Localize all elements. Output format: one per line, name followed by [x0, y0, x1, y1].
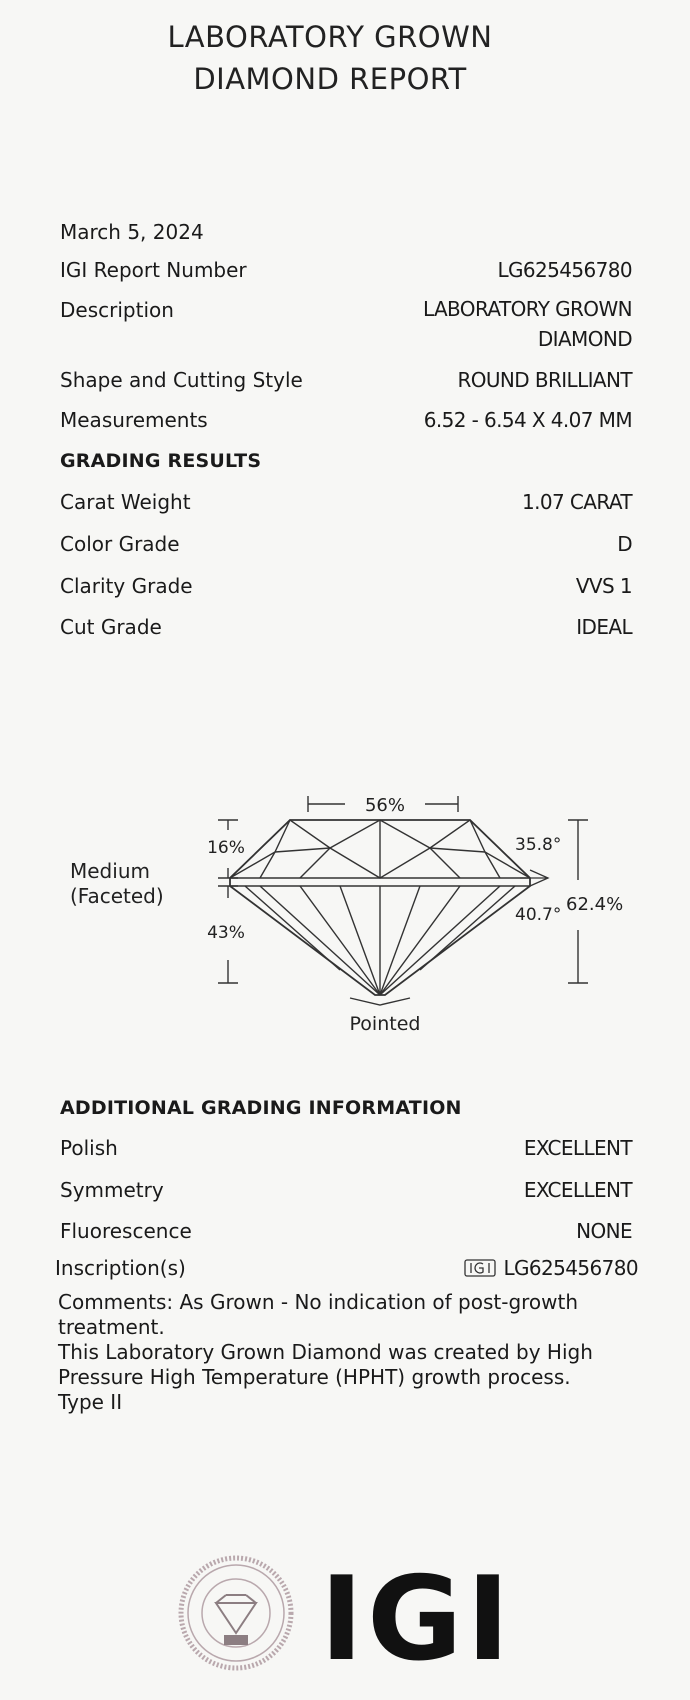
culet-marker: [350, 998, 410, 1005]
fluorescence-label: Fluorescence: [60, 1219, 192, 1243]
growth-process-text: This Laboratory Grown Diamond was created by High Pressure High Temperature (HPHT) growth process.: [58, 1340, 593, 1389]
comments-text: Comments: As Grown - No indication of post-growth treatment.: [58, 1290, 579, 1339]
fluorescence-value: NONE: [576, 1219, 632, 1243]
crown-height-percent: 16%: [207, 838, 245, 858]
color-label: Color Grade: [60, 532, 180, 556]
girdle-label-line1: Medium: [70, 859, 150, 883]
description-value-line1: LABORATORY GROWN: [422, 297, 632, 321]
inscription-label: Inscription(s): [55, 1256, 186, 1280]
pavilion-depth-percent: 43%: [207, 923, 245, 943]
polish-value: EXCELLENT: [523, 1136, 632, 1160]
girdle-label-line2: (Faceted): [70, 884, 164, 908]
measurements-label: Measurements: [60, 408, 208, 432]
description-value-line2: DIAMOND: [537, 327, 632, 351]
clarity-value: VVS 1: [575, 574, 632, 598]
report-date: March 5, 2024: [60, 220, 204, 244]
shape-label: Shape and Cutting Style: [60, 368, 303, 392]
additional-grading-heading: ADDITIONAL GRADING INFORMATION: [60, 1097, 462, 1119]
symmetry-label: Symmetry: [60, 1178, 164, 1202]
proportions-diagram: [0, 790, 690, 1040]
carat-value: 1.07 CARAT: [522, 490, 632, 514]
shape-value: ROUND BRILLIANT: [457, 368, 632, 392]
symmetry-value: EXCELLENT: [523, 1178, 632, 1202]
table-percent: 56%: [364, 795, 406, 816]
diamond-outline: [230, 820, 530, 995]
report-title: [0, 16, 660, 100]
description-label: Description: [60, 298, 174, 322]
report-number-label: IGI Report Number: [60, 258, 247, 282]
cut-value: IDEAL: [576, 615, 632, 639]
diamond-type-text: Type II: [58, 1390, 123, 1414]
igi-inscription-logo-icon: [463, 1258, 497, 1278]
crown-angle: 35.8°: [515, 835, 562, 855]
comments-block: [58, 1290, 628, 1415]
color-value: D: [617, 532, 632, 556]
pavilion-angle: 40.7°: [515, 905, 562, 925]
polish-label: Polish: [60, 1136, 118, 1160]
inscription-value-wrap: [463, 1256, 638, 1280]
total-depth-percent: 62.4%: [566, 894, 624, 915]
grading-results-heading: GRADING RESULTS: [60, 450, 262, 472]
measurements-value: 6.52 - 6.54 X 4.07 MM: [423, 408, 632, 432]
report-title-line1: LABORATORY GROWN: [167, 20, 493, 54]
igi-brand-logo: IGI: [320, 1552, 514, 1687]
carat-label: Carat Weight: [60, 490, 191, 514]
description-value: [423, 294, 632, 354]
cut-label: Cut Grade: [60, 615, 162, 639]
report-title-line2: DIAMOND REPORT: [193, 62, 467, 96]
culet-label: Pointed: [349, 1013, 421, 1035]
igi-seal-logo: [178, 1555, 294, 1671]
report-number-value: LG625456780: [497, 258, 632, 282]
inscription-value: LG625456780: [503, 1256, 638, 1280]
clarity-label: Clarity Grade: [60, 574, 193, 598]
